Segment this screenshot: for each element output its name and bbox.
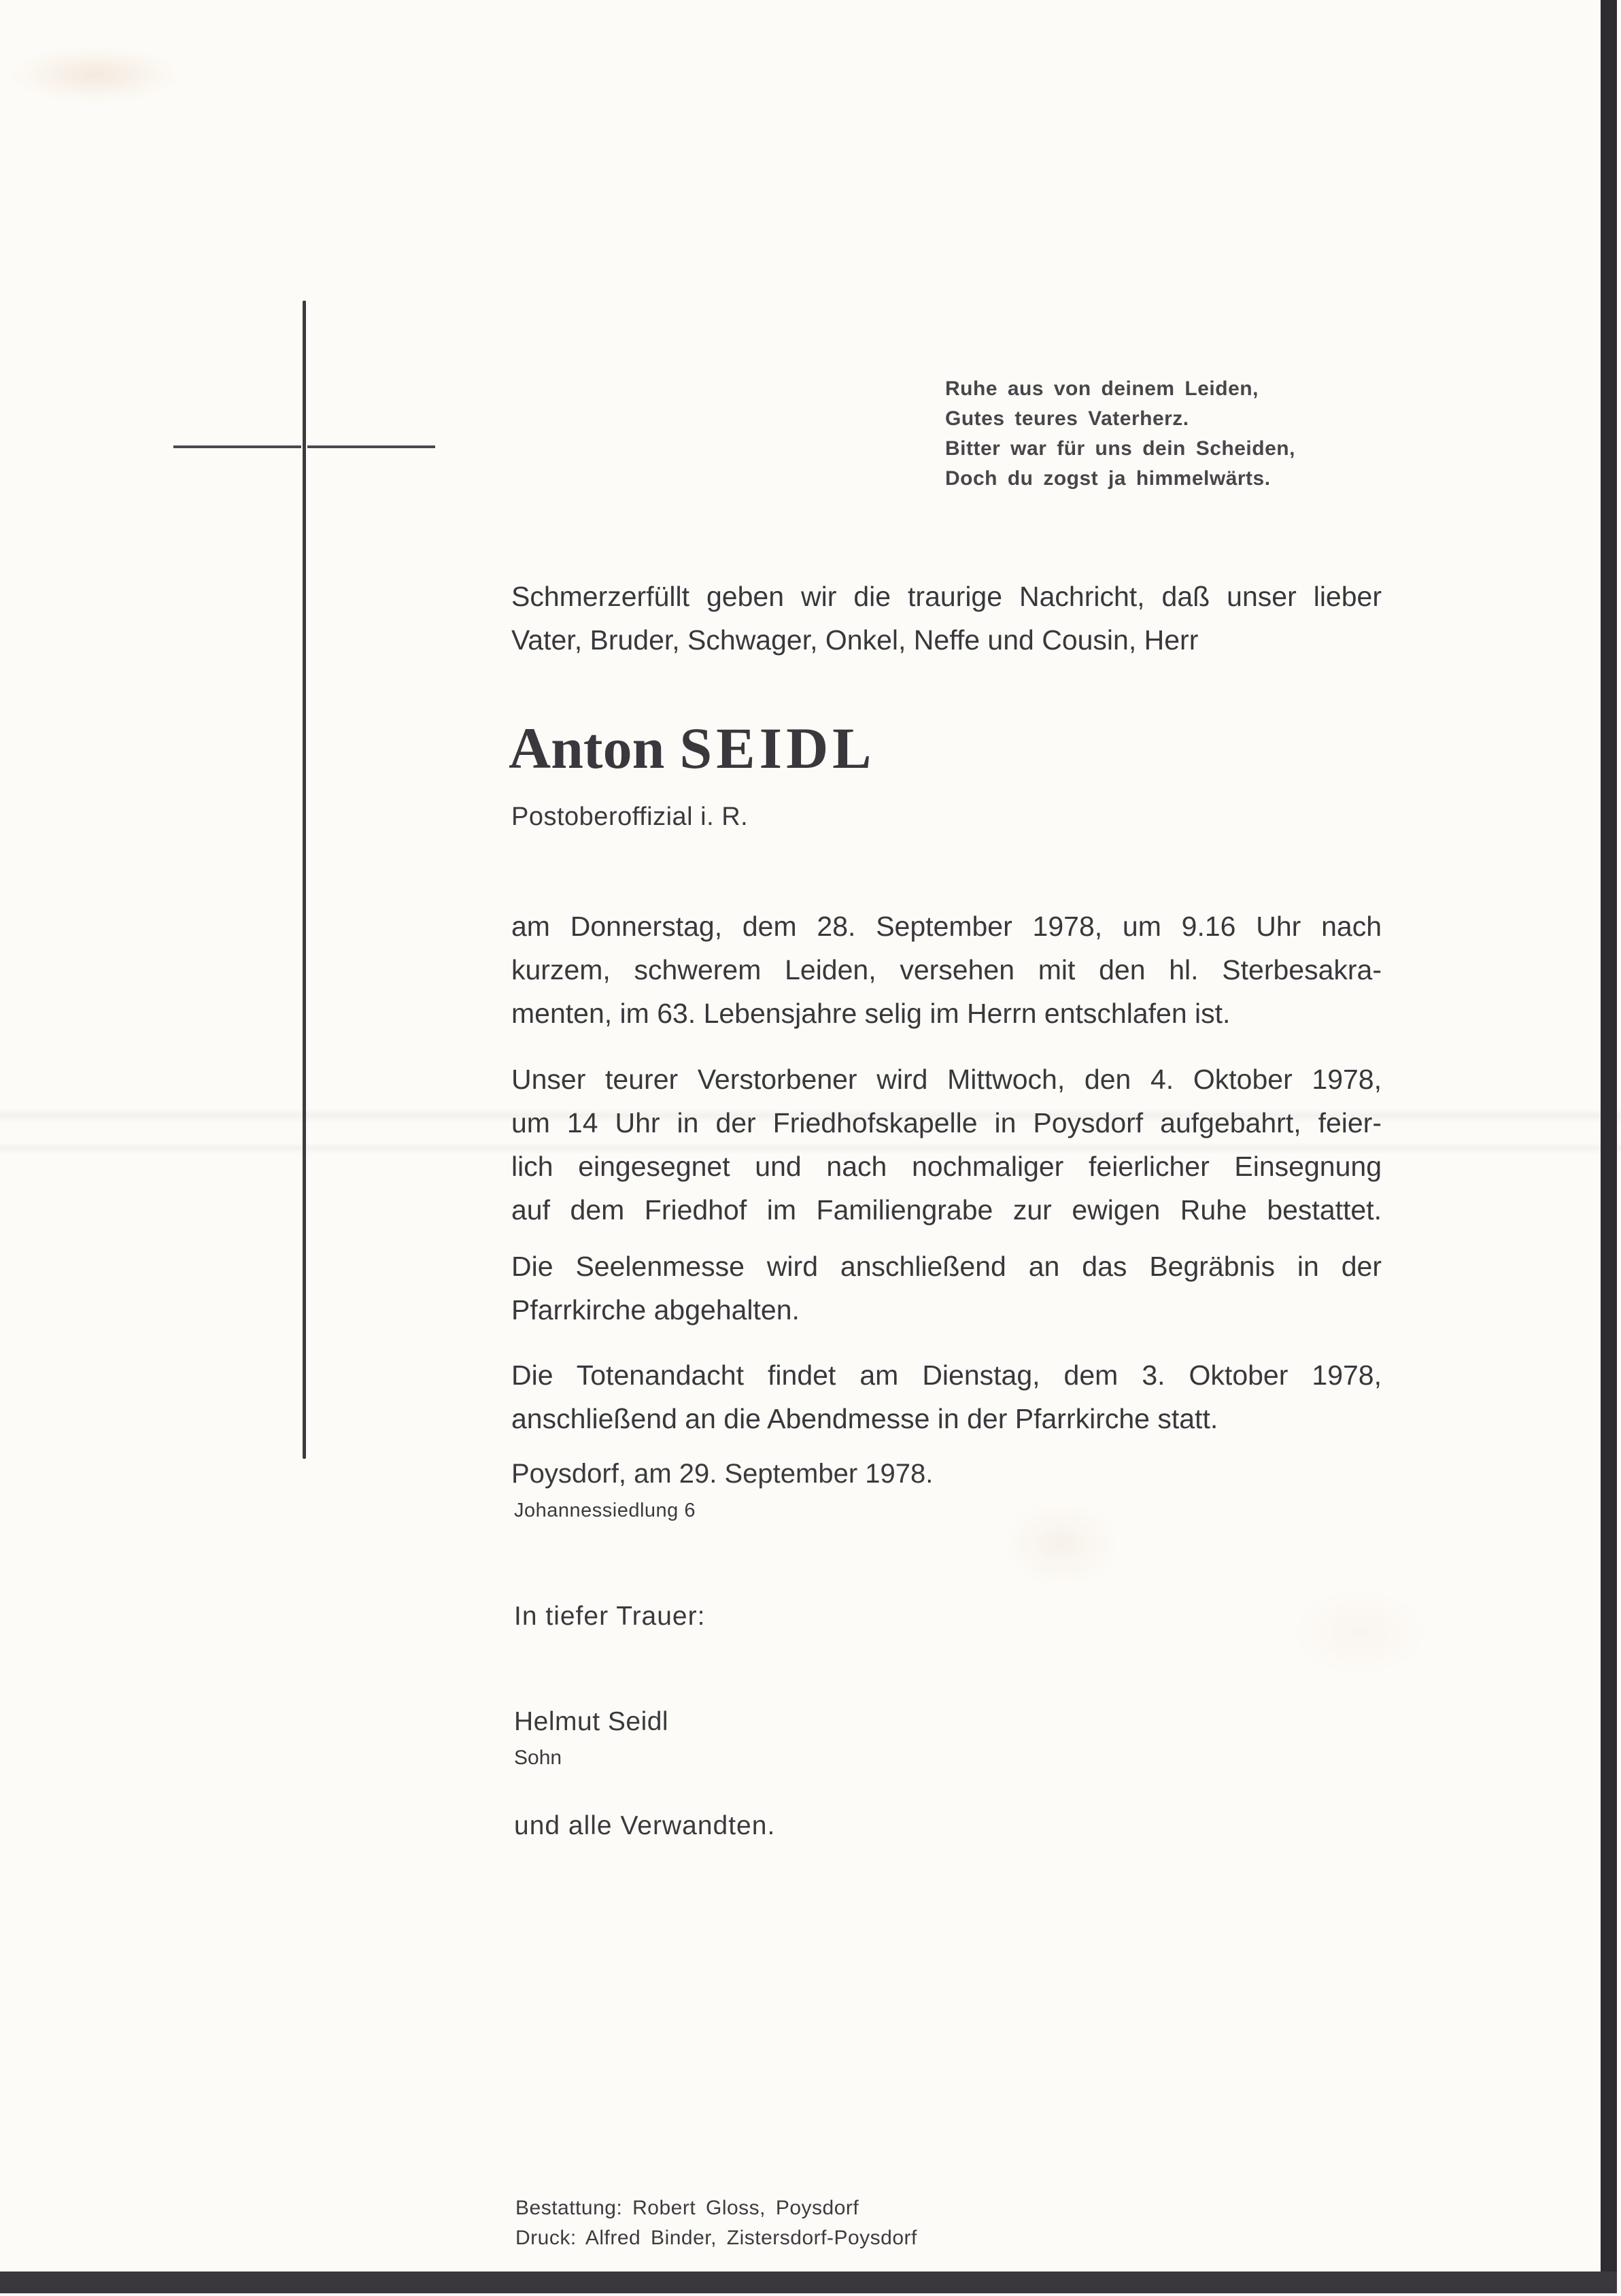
memorial-verse xyxy=(945,374,1295,494)
paragraph-line: am Donnerstag, dem 28. September 1978, um 9.16 Uhr nach xyxy=(511,911,1382,942)
paragraph-line: Unser teurer Verstorbener wird Mittwoch, den 4. Oktober 1978, xyxy=(511,1064,1382,1095)
right-border-bar xyxy=(1601,0,1617,2293)
paragraph-line: Pfarrkirche abgehalten. xyxy=(511,1294,800,1326)
verse-line: Bitter war für uns dein Scheiden, xyxy=(945,437,1295,460)
paragraph-vigil xyxy=(511,1353,1382,1440)
deceased-name xyxy=(509,714,876,782)
place-and-date: Poysdorf, am 29. September 1978. xyxy=(511,1459,934,1489)
paragraph-line: Die Totenandacht findet am Dienstag, dem 3. Oktober 1978, xyxy=(511,1360,1382,1391)
paragraph-line: menten, im 63. Lebensjahre selig im Herrn entschlafen ist. xyxy=(511,998,1231,1029)
paragraph-burial xyxy=(511,1058,1382,1232)
mourning-label: In tiefer Trauer: xyxy=(514,1602,706,1631)
printer-credit: Druck: Alfred Binder, Zistersdorf-Poysdorf xyxy=(515,2227,917,2249)
paragraph-line: um 14 Uhr in der Friedhofskapelle in Poysdorf aufgebahrt, feier- xyxy=(511,1107,1382,1138)
intro-line: Vater, Bruder, Schwager, Onkel, Neffe und Cousin, Herr xyxy=(511,624,1199,656)
deceased-surname: SEIDL xyxy=(679,715,876,781)
announcement-intro xyxy=(511,575,1382,662)
paragraph-line: lich eingesegnet und nach nochmaliger feierlicher Einsegnung xyxy=(511,1151,1382,1182)
deceased-title: Postoberoffizial i. R. xyxy=(511,803,749,831)
verse-line: Ruhe aus von deinem Leiden, xyxy=(945,377,1259,400)
paragraph-line: anschließend an die Abendmesse in der Pfarrkirche statt. xyxy=(511,1403,1218,1434)
intro-line: Schmerzerfüllt geben wir die traurige Nachricht, daß unser lieber xyxy=(511,581,1382,612)
cross-vertical-stroke xyxy=(303,301,306,1459)
mourner-name: Helmut Seidl xyxy=(514,1707,669,1736)
mourner-relation: Sohn xyxy=(514,1746,562,1769)
deceased-first-name: Anton xyxy=(509,715,665,781)
cross-horizontal-stroke-left xyxy=(173,445,301,448)
paragraph-line: Die Seelenmesse wird anschließend an das Begräbnis in der xyxy=(511,1251,1382,1282)
footer-credits xyxy=(515,2193,917,2253)
bottom-border-bar xyxy=(0,2272,1617,2293)
relatives-line: und alle Verwandten. xyxy=(514,1811,776,1840)
paragraph-death-notice xyxy=(511,905,1382,1035)
address: Johannessiedlung 6 xyxy=(514,1500,696,1521)
funeral-home-credit: Bestattung: Robert Gloss, Poysdorf xyxy=(515,2197,859,2219)
verse-line: Gutes teures Vaterherz. xyxy=(945,407,1189,430)
paragraph-line: auf dem Friedhof im Familiengrabe zur ewigen Ruhe bestattet. xyxy=(511,1194,1382,1226)
paragraph-line: kurzem, schwerem Leiden, versehen mit den hl. Sterbesakra- xyxy=(511,954,1382,985)
cross-horizontal-stroke-right xyxy=(307,445,435,448)
paragraph-requiem-mass xyxy=(511,1245,1382,1332)
verse-line: Doch du zogst ja himmelwärts. xyxy=(945,467,1271,490)
